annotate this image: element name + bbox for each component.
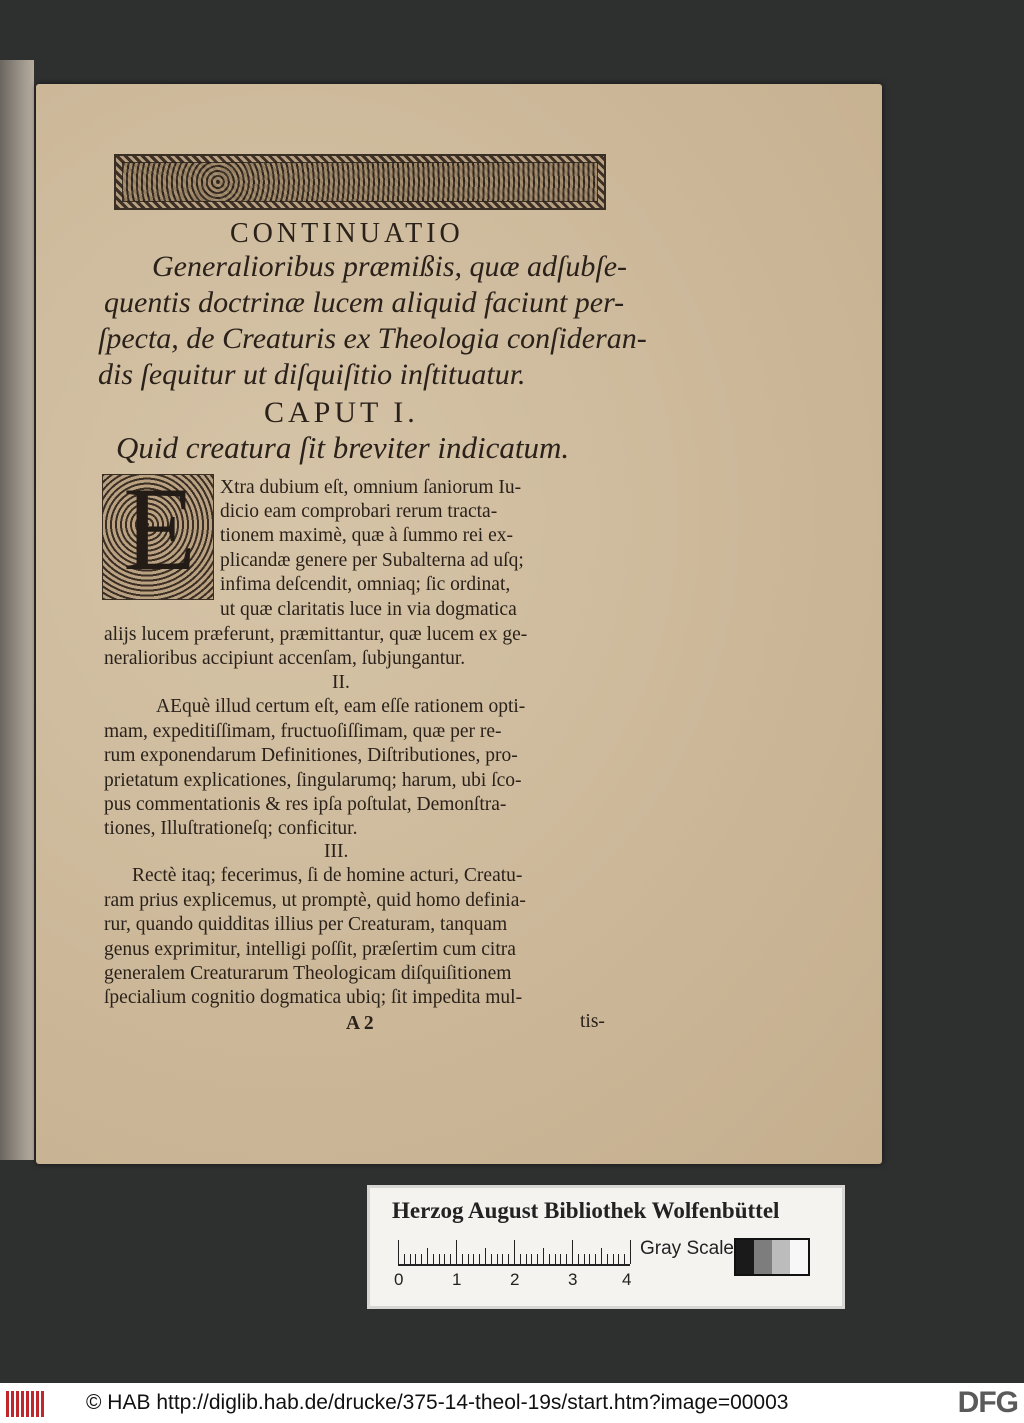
gray-patch [754, 1240, 772, 1274]
adjacent-page-edge [0, 60, 34, 1160]
para1-line: Xtra dubium eſt, omnium ſaniorum Iu- [220, 477, 522, 498]
ruler-tick [526, 1254, 527, 1264]
para2-line: rum exponendarum Definitiones, Diſtributiones, pro- [104, 745, 518, 766]
ruler-tick [613, 1254, 614, 1264]
para1-line: plicandæ genere per Subalterna ad uſq; [220, 550, 524, 571]
section-number-2: II. [332, 672, 350, 693]
library-name: Herzog August Bibliothek Wolfenbüttel [392, 1198, 780, 1223]
para3-line: generalem Creaturarum Theologicam diſquiſitionem [104, 963, 512, 984]
initial-letter: E [123, 462, 197, 595]
copyright-url-link[interactable]: © HAB http://diglib.hab.de/drucke/375-14-theol-19s/start.htm?image=00003 [86, 1391, 789, 1414]
ruler-tick [415, 1254, 416, 1264]
ruler-tick [410, 1254, 411, 1264]
ruler-tick [491, 1254, 492, 1264]
heading: CONTINUATIO [230, 218, 464, 249]
ruler-tick [537, 1254, 538, 1264]
ruler-tick [473, 1254, 474, 1264]
para3-line: Rectè itaq; fecerimus, ſi de homine acturi, Creatu- [132, 865, 523, 886]
para3-line: ſpecialium cognitio dogmatica ubiq; ſit impedita mul- [104, 987, 523, 1008]
para1-line: alijs lucem præferunt, præmittantur, quæ lucem ex ge- [104, 624, 528, 645]
gray-scale-label: Gray Scale [640, 1238, 734, 1259]
ruler-tick [450, 1254, 451, 1264]
dfg-logo: DFG [957, 1386, 1018, 1419]
para3-line: ram prius explicemus, ut promptè, quid homo definia- [104, 890, 526, 911]
ruler-tick [572, 1240, 573, 1264]
ruler-tick [502, 1254, 503, 1264]
ruler-tick [555, 1254, 556, 1264]
para2-line: tiones, Illuſtrationeſq; conficitur. [104, 818, 358, 839]
ruler-tick [595, 1254, 596, 1264]
centimeter-ruler [398, 1238, 630, 1266]
ruler-tick [433, 1254, 434, 1264]
ruler-number: 2 [510, 1270, 520, 1289]
ruler-tick [520, 1254, 521, 1264]
para3-line: genus exprimitur, intelligi poſſit, præſertim cum citra [104, 939, 516, 960]
section-number-3: III. [324, 841, 349, 862]
ruler-tick [624, 1254, 625, 1264]
ruler-number: 0 [394, 1270, 404, 1289]
para1-line: tionem maximè, quæ à ſummo rei ex- [220, 525, 513, 546]
ruler-tick [584, 1254, 585, 1264]
ruler-tick [589, 1254, 590, 1264]
ruler-tick [601, 1248, 602, 1264]
ruler-tick [497, 1254, 498, 1264]
subtitle-line-1: Generalioribus præmißis, quæ adſubſe- [152, 250, 628, 283]
ruler-number: 3 [568, 1270, 578, 1289]
ruler-tick [439, 1254, 440, 1264]
para1-line: infima deſcendit, omniaq; ſic ordinat, [220, 574, 511, 595]
para2-line: AEquè illud certum eſt, eam eſſe rationem opti- [156, 696, 526, 717]
gray-patch [772, 1240, 790, 1274]
ruler-tick [543, 1248, 544, 1264]
ruler-tick [566, 1254, 567, 1264]
book-page [36, 84, 882, 1164]
gray-patch [736, 1240, 754, 1274]
ruler-number: 4 [622, 1270, 632, 1289]
catchword: tis- [580, 1011, 605, 1032]
para1-line: ut quæ claritatis luce in via dogmatica [220, 599, 517, 620]
para2-line: mam, expeditiſſimam, fructuoſiſſimam, quæ per re- [104, 721, 502, 742]
headpiece-ornament [114, 154, 606, 210]
gray-patch [790, 1240, 808, 1274]
ruler-tick [607, 1254, 608, 1264]
ruler-tick [456, 1240, 457, 1264]
subtitle-line-3: ſpecta, de Creaturis ex Theologia conſideran- [98, 322, 647, 355]
hab-logo-icon [6, 1391, 46, 1417]
ruler-tick [468, 1254, 469, 1264]
ruler-tick [531, 1254, 532, 1264]
ruler-tick [514, 1240, 515, 1264]
para2-line: prietatum explicationes, ſingularumq; harum, ubi ſco- [104, 770, 522, 791]
gray-scale-swatch [734, 1238, 810, 1276]
ruler-tick [398, 1240, 399, 1264]
ruler-tick [485, 1248, 486, 1264]
footer-bar [0, 1383, 1024, 1423]
ruler-tick [549, 1254, 550, 1264]
ruler-tick [618, 1254, 619, 1264]
chapter-heading: CAPUT I. [264, 396, 419, 429]
ruler-number: 1 [452, 1270, 462, 1289]
ruler-tick [462, 1254, 463, 1264]
signature-mark: A 2 [346, 1013, 374, 1034]
para1-line: dicio eam comprobari rerum tracta- [220, 501, 498, 522]
chapter-title: Quid creatura ſit breviter indicatum. [116, 430, 570, 465]
ruler-tick [560, 1254, 561, 1264]
para2-line: pus commentationis & res ipſa poſtulat, Demonſtra- [104, 794, 507, 815]
ruler-tick [404, 1254, 405, 1264]
ruler-tick [427, 1248, 428, 1264]
ruler-tick [630, 1240, 631, 1264]
ruler-tick [421, 1254, 422, 1264]
ruler-tick [508, 1254, 509, 1264]
ruler-tick [444, 1254, 445, 1264]
ruler-tick [479, 1254, 480, 1264]
subtitle-line-2: quentis doctrinæ lucem aliquid faciunt per- [104, 286, 625, 319]
para1-line: neralioribus accipiunt accenſam, ſubjungantur. [104, 648, 466, 669]
subtitle-line-4: dis ſequitur ut diſquiſitio inſtituatur. [98, 358, 526, 391]
para3-line: rur, quando quidditas illius per Creaturam, tanquam [104, 914, 508, 935]
decorated-initial [102, 462, 214, 600]
library-label-card [367, 1185, 845, 1309]
ruler-tick [578, 1254, 579, 1264]
